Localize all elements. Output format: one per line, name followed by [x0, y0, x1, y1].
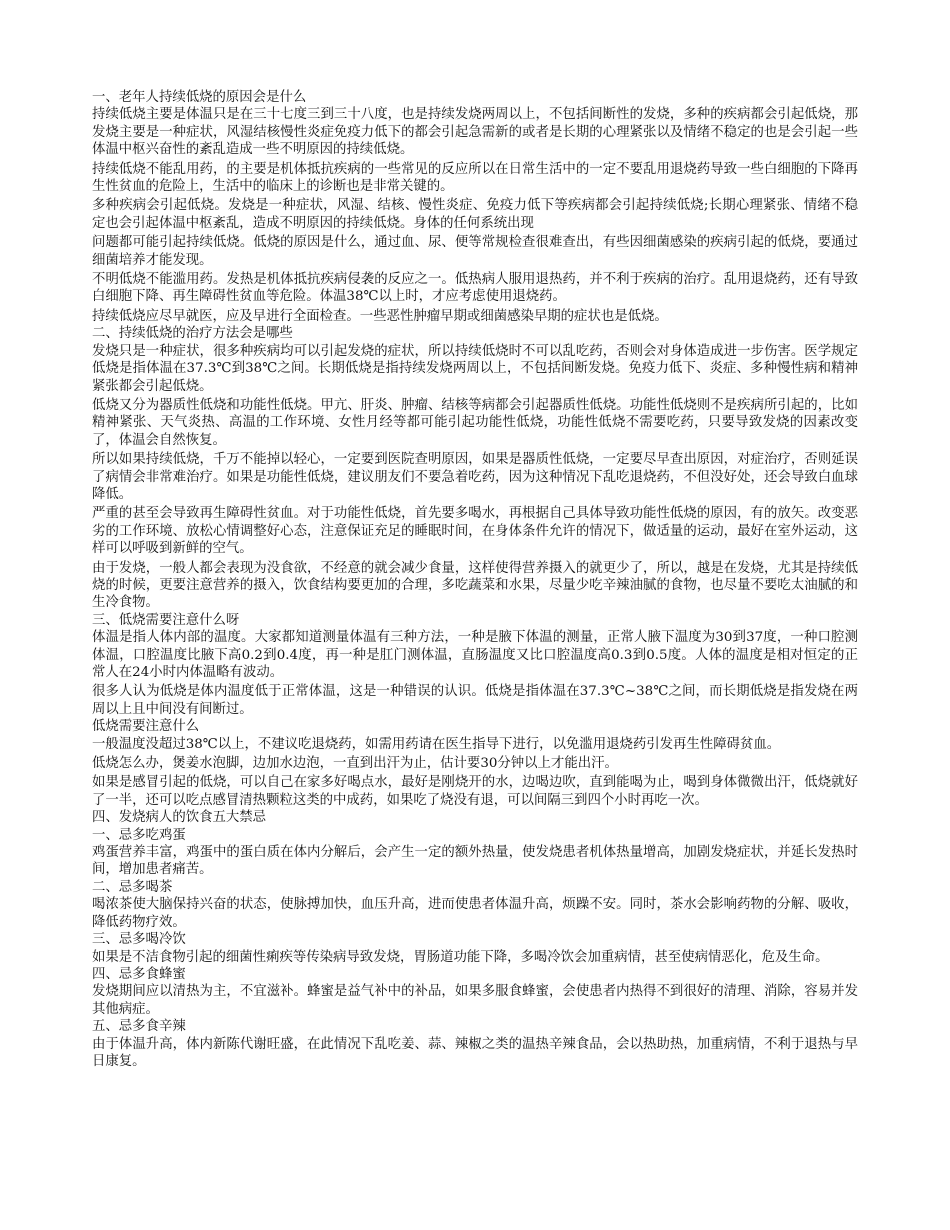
paragraph: 鸡蛋营养丰富，鸡蛋中的蛋白质在体内分解后，会产生一定的额外热量，使发烧患者机体热量增高，加剧发烧症状，并延长发热时间，增加患者痛苦。 — [92, 845, 858, 878]
paragraph: 严重的甚至会导致再生障碍性贫血。对于功能性低烧，首先要多喝水，再根据自己具体导致功能性低烧的原因，有的放矢。改变恶劣的工作环境、放松心情调整好心态，注意保证充足的睡眠时间，在身体条件允许的情况下，做适量的运动，最好在室外运动，这样可以呼吸到新鲜的空气。 — [92, 506, 858, 557]
paragraph: 如果是不洁食物引起的细菌性痢疾等传染病导致发烧，胃肠道功能下降，多喝冷饮会加重病情，甚至使病情恶化，危及生命。 — [92, 949, 829, 965]
paragraph: 发烧只是一种症状，很多种疾病均可以引起发烧的症状，所以持续低烧时不可以乱吃药，否则会对身体造成进一步伤害。医学规定低烧是指体温在37.3℃到38℃之间。长期低烧是指持续发烧两周以上，不包括间断发烧。免疫力低下、炎症、多种慢性病和精神紧张都会引起低烧。 — [92, 343, 858, 394]
paragraph: 多种疾病会引起低烧。发烧是一种症状，风湿、结核、慢性炎症、免疫力低下等疾病都会引起持续低烧;长期心理紧张、情绪不稳定也会引起体温中枢紊乱，造成不明原因的持续低烧。身体的任何系统出现 — [92, 198, 858, 231]
section-heading: 一、老年人持续低烧的原因会是什么 — [92, 90, 307, 105]
paragraph: 很多人认为低烧是体内温度低于正常体温，这是一种错误的认识。低烧是指体温在37.3℃~38℃之间，而长期低烧是指发烧在两周以上且中间没有间断过。 — [92, 684, 858, 717]
subsection-heading: 一、忌多吃鸡蛋 — [92, 827, 186, 843]
paragraph: 低烧又分为器质性低烧和功能性低烧。甲亢、肝炎、肿瘤、结核等病都会引起器质性低烧。功能性低烧则不是疾病所引起的，比如精神紧张、天气炎热、高温的工作环境、女性月经等都可能引起功能性低烧，功能性低烧不需要吃药，只要导致发烧的因素改变了，体温会自然恢复。 — [92, 397, 858, 448]
paragraph: 所以如果持续低烧，千万不能掉以轻心，一定要到医院查明原因，如果是器质性低烧，一定要尽早查出原因，对症治疗，否则延误了病情会非常难治疗。如果是功能性低烧，建议朋友们不要急着吃药，因为这种情况下乱吃退烧药，不但没好处，还会导致白血球降低。 — [92, 452, 858, 502]
paragraph: 由于体温升高，体内新陈代谢旺盛，在此情况下乱吃姜、蒜、辣椒之类的温热辛辣食品，会以热助热，加重病情，不利于退热与早日康复。 — [92, 1036, 858, 1069]
subsection-heading: 三、忌多喝冷饮 — [92, 932, 186, 948]
paragraph: 持续低烧主要是体温只是在三十七度三到三十八度，也是持续发烧两周以上，不包括间断性的发烧，多种的疾病都会引起低烧，那发烧主要是一种症状，风湿结核慢性炎症免疫力低下的都会引起急需新的或者是长期的心理紧张以及情绪不稳定的也是会引起一些体温中枢兴奋性的紊乱造成一些不明原因的持续低烧。 — [92, 107, 858, 158]
section-heading: 三、低烧需要注意什么呀 — [92, 612, 240, 628]
paragraph: 体温是指人体内部的温度。大家都知道测量体温有三种方法，一种是腋下体温的测量，正常人腋下温度为30到37度，一种口腔测体温，口腔温度比腋下高0.2到0.4度，再一种是肛门测体温，直肠温度又比口腔温度高0.3到0.5度。人体的温度是相对恒定的正常人在24小时内体温略有波动。 — [92, 630, 858, 680]
paragraph: 发烧期间应以清热为主，不宜滋补。蜂蜜是益气补中的补品，如果多服食蜂蜜，会使患者内热得不到很好的清理、消除，容易并发其他病症。 — [92, 984, 858, 1017]
paragraph: 低烧怎么办，煲姜水泡脚，边加水边泡，一直到出汗为止，估计要30分钟以上才能出汗。 — [92, 756, 618, 772]
paragraph: 持续低烧不能乱用药，的主要是机体抵抗疾病的一些常见的反应所以在日常生活中的一定不要乱用退烧药导致一些白细胞的下降再生性贫血的危险上，生活中的临床上的诊断也是非常关键的。 — [92, 161, 858, 195]
paragraph: 一般温度没超过38℃以上，不建议吃退烧药，如需用药请在医生指导下进行，以免滥用退烧药引发再生性障碍贫血。 — [92, 736, 781, 752]
paragraph: 问题都可能引起持续低烧。低烧的原因是什么，通过血、尿、便等常规检查很难查出，有些因细菌感染的疾病引起的低烧，要通过细菌培养才能发现。 — [92, 235, 858, 268]
paragraph: 由于发烧，一般人都会表现为没食欲，不经意的就会减少食量，这样使得营养摄入的就更少了，所以，越是在发烧，尤其是持续低烧的时候，更要注意营养的摄入，饮食结构要更加的合理，多吃蔬菜和水果，尽量少吃辛辣油腻的食物，也尽量不要吃太油腻的和生冷食物。 — [92, 560, 858, 611]
subsection-heading: 低烧需要注意什么 — [92, 719, 200, 735]
subsection-heading: 四、忌多食蜂蜜 — [92, 966, 186, 982]
paragraph: 不明低烧不能滥用药。发热是机体抵抗疾病侵袭的反应之一。低热病人服用退热药，并不利于疾病的治疗。乱用退烧药，还有导致白细胞下降、再生障碍性贫血等危险。体温38℃以上时，才应考虑使用退烧药。 — [92, 272, 858, 305]
section-heading: 四、发烧病人的饮食五大禁忌 — [92, 810, 267, 826]
paragraph: 喝浓茶使大脑保持兴奋的状态，使脉搏加快，血压升高，进而使患者体温升高，烦躁不安。同时，茶水会影响药物的分解、吸收，降低药物疗效。 — [92, 897, 858, 930]
paragraph: 如果是感冒引起的低烧，可以自己在家多好喝点水，最好是刚烧开的水，边喝边吹，直到能喝为止，喝到身体微微出汗，低烧就好了一半，还可以吃点感冒清热颗粒这类的中成药，如果吃了烧没有退，可以间隔三到四个小时再吃一次。 — [92, 775, 858, 808]
paragraph: 持续低烧应尽早就医，应及早进行全面检查。一些恶性肿瘤早期或细菌感染早期的症状也是低烧。 — [92, 308, 668, 324]
section-heading: 二、持续低烧的治疗方法会是哪些 — [92, 326, 293, 342]
subsection-heading: 五、忌多食辛辣 — [92, 1019, 186, 1035]
subsection-heading: 二、忌多喝茶 — [92, 879, 173, 895]
